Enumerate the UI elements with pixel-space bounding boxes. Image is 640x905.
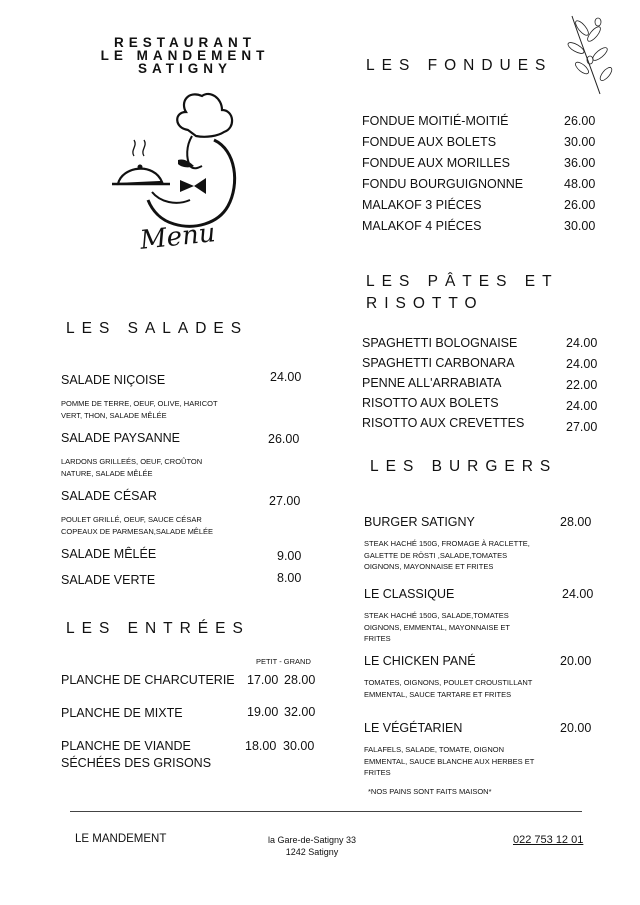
footer-restaurant-name: LE MANDEMENT — [75, 833, 167, 845]
description-line: POMME DE TERRE, OEUF, OLIVE, HARICOT — [61, 399, 218, 408]
menu-item-description — [61, 456, 202, 479]
menu-item-name: SPAGHETTI BOLOGNAISE — [362, 336, 518, 350]
description-line: OIGNONS, EMMENTAL, MAYONNAISE ET — [364, 622, 510, 632]
description-line: FALAFELS, SALADE, TOMATE, OIGNON — [364, 745, 505, 754]
menu-item-price-petit: 17.00 — [247, 673, 279, 687]
description-line: VERT, THON, SALADE MÊLÉE — [61, 410, 167, 420]
section-title-fondues: LES FONDUES — [366, 57, 553, 74]
menu-item-price: 48.00 — [564, 177, 596, 191]
menu-item-name: MALAKOF 3 PIÉCES — [362, 198, 482, 212]
description-line: EMMENTAL, SAUCE BLANCHE AUX HERBES ET — [364, 756, 535, 766]
menu-item-name: LE VÉGÉTARIEN — [364, 721, 463, 735]
footer-divider — [70, 811, 582, 812]
menu-item-price-petit: 19.00 — [247, 705, 279, 719]
description-line: COPEAUX DE PARMESAN,SALADE MÊLÉE — [61, 526, 213, 536]
address-line-2: 1242 Satigny — [285, 847, 339, 857]
description-line: EMMENTAL, SAUCE TARTARE ET FRITES — [364, 689, 512, 699]
restaurant-title — [60, 36, 310, 75]
description-line: NATURE, SALADE MÊLÉE — [61, 468, 153, 478]
menu-item-name: PLANCHE DE MIXTE — [61, 706, 183, 720]
chef-arm-icon — [152, 192, 190, 203]
menu-item-price: 24.00 — [566, 336, 598, 350]
olive-branch-icon — [560, 10, 620, 100]
cloche-knob-icon — [138, 165, 143, 170]
chef-hat-icon — [177, 94, 232, 137]
menu-item-description — [61, 398, 218, 421]
title-line-2: LE MANDEMENT — [100, 48, 270, 63]
section-title-pates: LES PÂTES ET — [366, 273, 559, 290]
menu-item-price: 26.00 — [564, 198, 596, 212]
description-line: FRITES — [364, 768, 391, 777]
menu-item-description — [364, 677, 532, 700]
size-header: PETIT - GRAND — [256, 657, 311, 666]
menu-item-name-line-2: SÉCHÉES DES GRISONS — [61, 756, 212, 770]
section-title-burgers: LES BURGERS — [370, 458, 558, 475]
section-title-salades: LES SALADES — [66, 320, 249, 337]
menu-item-name: LE CHICKEN PANÉ — [364, 654, 476, 668]
description-line: FRITES — [364, 634, 391, 643]
description-line: STEAK HACHÉ 150G, SALADE,TOMATES — [364, 611, 509, 620]
menu-item-description — [364, 744, 534, 779]
description-line: OIGNONS, MAYONNAISE ET FRITES — [364, 562, 494, 571]
menu-item-name: BURGER SATIGNY — [364, 515, 475, 529]
mustache-icon — [178, 159, 194, 167]
menu-item-price: 24.00 — [270, 370, 302, 384]
footer-address — [262, 834, 362, 858]
menu-item-name: MALAKOF 4 PIÉCES — [362, 219, 482, 233]
menu-item-price-grand: 28.00 — [284, 673, 316, 687]
menu-item-price: 30.00 — [564, 219, 596, 233]
menu-item-name: FONDU BOURGUIGNONNE — [362, 177, 524, 191]
description-line: POULET GRILLÉ, OEUF, SAUCE CÉSAR — [61, 515, 202, 524]
title-line-1: RESTAURANT — [114, 35, 256, 50]
section-title-entrees: LES ENTRÉES — [66, 620, 250, 637]
menu-item-price: 26.00 — [564, 114, 596, 128]
cloche-icon — [118, 169, 162, 184]
menu-item-price: 26.00 — [268, 432, 300, 446]
menu-item-name: RISOTTO AUX CREVETTES — [362, 416, 525, 430]
menu-item-description — [364, 538, 530, 573]
menu-item-price: 20.00 — [560, 721, 592, 735]
menu-item-name: SALADE PAYSANNE — [61, 431, 181, 445]
menu-item-price: 24.00 — [566, 399, 598, 413]
menu-item-name: PENNE ALL'ARRABIATA — [362, 376, 502, 390]
menu-item-name: PLANCHE DE CHARCUTERIE — [61, 673, 235, 687]
description-line: TOMATES, OIGNONS, POULET CROUSTILLANT — [364, 678, 533, 687]
menu-script-logo: Menu — [138, 218, 217, 256]
section-title-risotto: RISOTTO — [366, 295, 484, 312]
title-line-3: SATIGNY — [137, 61, 232, 76]
menu-item-price-grand: 32.00 — [284, 705, 316, 719]
menu-item-name: FONDUE AUX BOLETS — [362, 135, 497, 149]
menu-item-name: FONDUE MOITIÉ-MOITIÉ — [362, 114, 509, 128]
footer-phone[interactable]: 022 753 12 01 — [513, 834, 584, 846]
steam-icon — [133, 140, 145, 156]
menu-item-price: 22.00 — [566, 378, 598, 392]
menu-item-name: SALADE CÉSAR — [61, 489, 157, 503]
menu-item-price: 9.00 — [277, 549, 302, 563]
menu-item-price: 24.00 — [562, 587, 594, 601]
menu-item-price: 28.00 — [560, 515, 592, 529]
menu-item-name: SALADE VERTE — [61, 573, 156, 587]
address-line-1: la Gare-de-Satigny 33 — [267, 835, 357, 845]
description-line: STEAK HACHÉ 150G, FROMAGE À RACLETTE, — [364, 539, 530, 548]
description-line: GALETTE DE RÖSTI ,SALADE,TOMATES — [364, 550, 508, 560]
menu-item-price: 24.00 — [566, 357, 598, 371]
menu-item-name: SALADE NIÇOISE — [61, 373, 166, 387]
menu-item-price-petit: 18.00 — [245, 739, 277, 753]
menu-item-description — [364, 610, 510, 645]
description-line: LARDONS GRILLEÉS, OEUF, CROÛTON — [61, 457, 203, 466]
menu-item-price-grand: 30.00 — [283, 739, 315, 753]
bow-tie-icon — [180, 178, 206, 194]
menu-item-name: LE CLASSIQUE — [364, 587, 455, 601]
menu-item-price: 8.00 — [277, 571, 302, 585]
bread-note: *NOS PAINS SONT FAITS MAISON* — [368, 787, 492, 796]
menu-item-price: 27.00 — [269, 494, 301, 508]
menu-item-description — [61, 514, 213, 537]
menu-item-price: 27.00 — [566, 420, 598, 434]
menu-item-price: 36.00 — [564, 156, 596, 170]
menu-item-name: FONDUE AUX MORILLES — [362, 156, 510, 170]
menu-item-name: SPAGHETTI CARBONARA — [362, 356, 515, 370]
menu-item-price: 30.00 — [564, 135, 596, 149]
menu-item-price: 20.00 — [560, 654, 592, 668]
menu-item-name: SALADE MÊLÉE — [61, 547, 157, 561]
menu-item-name: RISOTTO AUX BOLETS — [362, 396, 499, 410]
menu-item-name: PLANCHE DE VIANDE — [61, 739, 191, 753]
